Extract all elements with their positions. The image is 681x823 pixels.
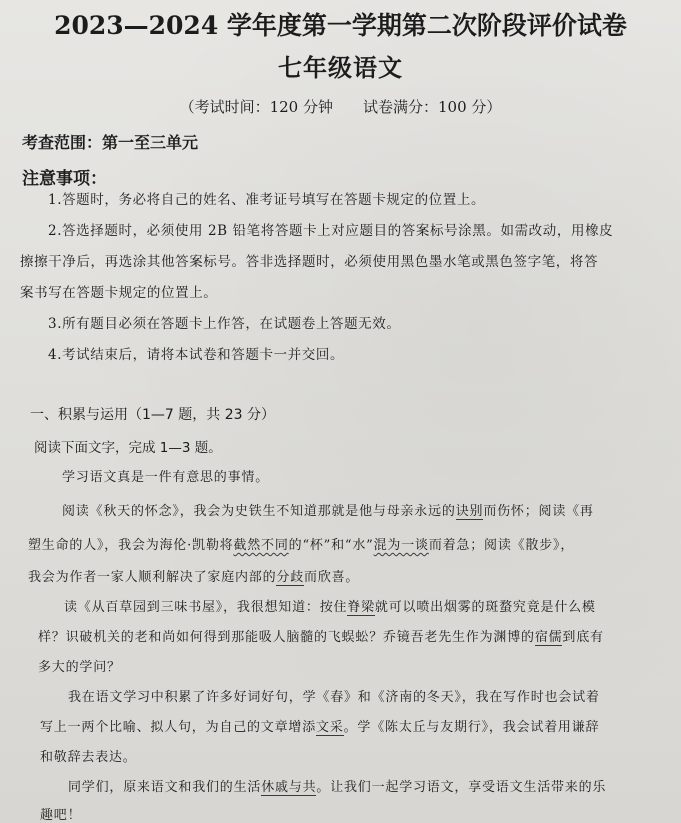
notes-heading: 注意事项： [22, 169, 107, 189]
section-heading: 一、积累与运用（1—7 题，共 23 分） [30, 407, 275, 423]
note-line-2: 2.答选择题时，必须使用 2B 铅笔将答题卡上对应题目的答案标号涂黑。如需改动，用橡皮 [48, 223, 614, 239]
note-line-3: 擦擦干净后，再选涂其他答案标号。答非选择题时，必须使用黑色墨水笔或黑色签字笔，将答 [20, 254, 599, 270]
underlined-word: 休戚与共 [261, 780, 317, 795]
passage-line: 我在语文学习中积累了许多好词好句，学《春》和《济南的冬天》，我在写作时也会试着 [68, 690, 600, 705]
page-subtitle: 七年级语文 [278, 53, 403, 82]
note-line-6: 4.考试结束后，请将本试卷和答题卡一并交回。 [48, 347, 345, 363]
passage-line: 学习语文真是一件有意思的事情。 [62, 470, 270, 485]
passage-line: 样？识破机关的老和尚如何得到那能吸人脑髓的飞蜈蚣？乔镜吾老先生作为渊博的宿儒到底有 [38, 630, 604, 645]
exam-scope: 考查范围：第一至三单元 [22, 133, 199, 152]
underlined-word: 混为一谈 [373, 538, 429, 553]
section-instruction: 阅读下面文字，完成 1—3 题。 [34, 440, 222, 456]
page-title: 2023—2024 学年度第一学期第二次阶段评价试卷 [54, 11, 627, 40]
exam-info: （考试时间：120 分钟 试卷满分：100 分） [179, 98, 502, 116]
passage-line: 同学们，原来语文和我们的生活休戚与共。让我们一起学习语文，享受语文生活带来的乐 [68, 780, 607, 795]
note-line-1: 1.答题时，务必将自己的姓名、准考证号填写在答题卡规定的位置上。 [48, 192, 486, 208]
underlined-word: 脊梁 [347, 600, 375, 615]
note-line-4: 案书写在答题卡规定的位置上。 [20, 285, 218, 301]
passage-line: 我会为作者一家人顺利解决了家庭内部的分歧而欣喜。 [28, 570, 360, 585]
passage-line: 和敬辞去表达。 [40, 750, 137, 765]
passage-line: 阅读《秋天的怀念》，我会为史铁生不知道那就是他与母亲永远的诀别而伤怀；阅读《再 [62, 504, 594, 519]
underlined-word: 诀别 [455, 504, 484, 519]
underlined-word: 文采 [316, 720, 344, 735]
underlined-word: 截然不同 [233, 538, 289, 553]
passage-line: 写上一两个比喻、拟人句，为自己的文章增添文采。学《陈太丘与友期行》，我会试着用谦辞 [40, 720, 600, 735]
passage-line: 多大的学问？ [38, 660, 121, 675]
passage-line: 趣吧！ [40, 808, 82, 823]
passage-line: 塑生命的人》，我会为海伦·凯勒将截然不同的“杯”和“水”混为一谈而着急；阅读《散步》， [28, 538, 575, 553]
note-line-5: 3.所有题目必须在答题卡上作答，在试题卷上答题无效。 [48, 316, 401, 332]
underlined-word: 分歧 [276, 570, 305, 585]
passage-line: 读《从百草园到三味书屋》，我很想知道：按住脊梁就可以喷出烟雾的斑蝥究竟是什么模 [64, 600, 596, 615]
underlined-word: 宿儒 [534, 630, 563, 645]
